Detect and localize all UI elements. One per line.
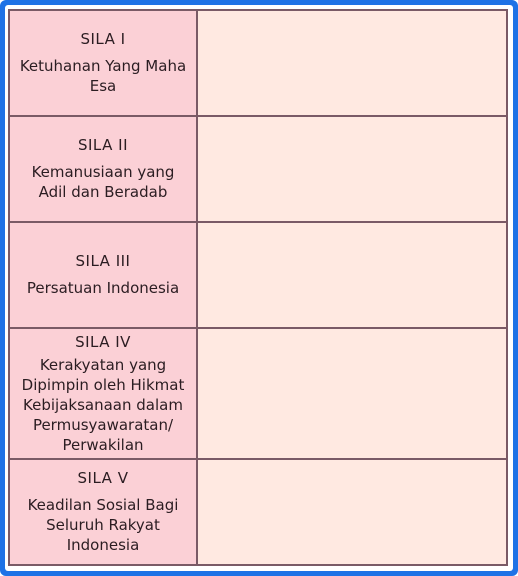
sila-title: SILA I bbox=[80, 30, 126, 48]
answer-cell[interactable] bbox=[198, 11, 506, 115]
answer-cell[interactable] bbox=[198, 460, 506, 564]
sila-name: Keadilan Sosial Bagi Seluruh Rakyat Indonesia bbox=[27, 496, 179, 554]
sila-name: Persatuan Indonesia bbox=[26, 279, 180, 297]
table-row-sila-1 bbox=[10, 11, 506, 117]
sila-title: SILA III bbox=[75, 252, 131, 270]
table-row-sila-5 bbox=[10, 460, 506, 564]
sila-title: SILA IV bbox=[75, 332, 131, 351]
sila-name: Kerakyatan yang Dipimpin oleh Hikmat Kebijaksanaan dalam Permusyawaratan/ Perwakilan bbox=[21, 355, 185, 454]
table-row-sila-4 bbox=[10, 329, 506, 460]
sila-label-cell bbox=[10, 223, 198, 327]
sila-title: SILA II bbox=[77, 136, 129, 154]
answer-cell[interactable] bbox=[198, 329, 506, 458]
sila-label-cell bbox=[10, 329, 198, 458]
sila-label-cell bbox=[10, 11, 198, 115]
sila-label-cell bbox=[10, 117, 198, 221]
table-row-sila-2 bbox=[10, 117, 506, 223]
pancasila-table bbox=[8, 9, 508, 566]
answer-cell[interactable] bbox=[198, 223, 506, 327]
table-row-sila-3 bbox=[10, 223, 506, 329]
sila-name: Kemanusiaan yang Adil dan Beradab bbox=[31, 163, 175, 201]
sila-label-cell bbox=[10, 460, 198, 564]
sila-title: SILA V bbox=[77, 469, 129, 487]
sila-name: Ketuhanan Yang Maha Esa bbox=[19, 57, 187, 95]
answer-cell[interactable] bbox=[198, 117, 506, 221]
